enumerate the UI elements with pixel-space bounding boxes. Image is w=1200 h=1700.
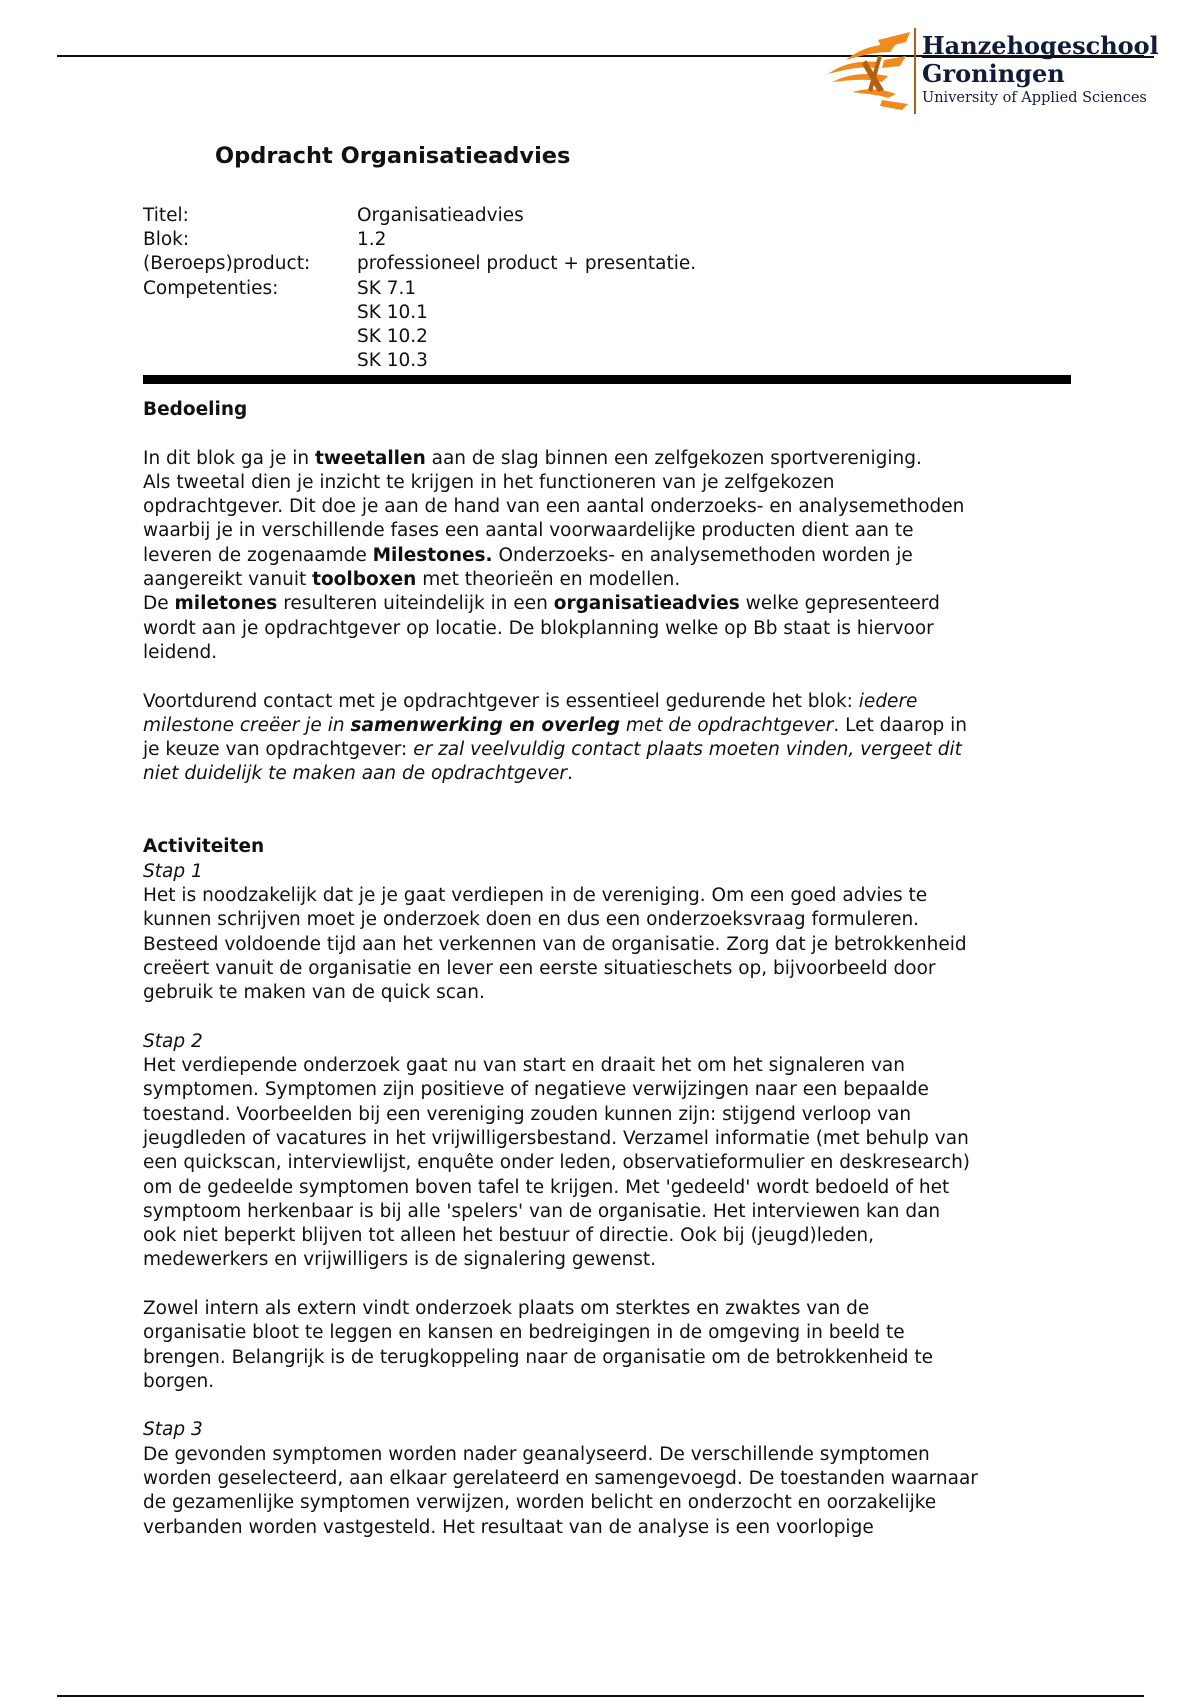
meta-row [143, 301, 696, 325]
meta-row [143, 325, 696, 349]
meta-key [143, 325, 357, 349]
logo-underline [922, 56, 1154, 58]
meta-value: Organisatieadvies [357, 205, 524, 226]
meta-row [143, 277, 696, 301]
paragraph-stap-1: Het is noodzakelijk dat je je gaat verdiepen in de vereniging. Om een goed advies te kunnen schrijven moet je onderzoek doen en dus een onderzoeksvraag formuleren. Besteed voldoende tijd aan het verkennen van de organisatie. Zorg dat je betrokkenheid creëert vanuit de organisatie en lever een eerste situatieschets op, bijvoorbeeld door gebruik te maken van de quick scan. [143, 884, 967, 1004]
paragraph-bedoeling-1: In dit blok ga je in tweetallen aan de slag binnen een zelfgekozen sportvereniging. Als tweetal dien je inzicht te krijgen in het functioneren van je zelfgekozen opdrachtgever. Dit doe je aan de hand van een aantal onderzoeks- en analysemethoden waarbij je in verschillende fases een aantal voorwaardelijke producten dient aan te leveren de zogenaamde Milestones. Onderzoeks- en analysemethoden worden je aangereikt vanuit toolboxen met theorieën en modellen. De miletones resulteren uiteindelijk in een organisatieadvies welke gepresenteerd wordt aan je opdrachtgever op locatie. De blokplanning welke op Bb staat is hiervoor leidend. [143, 447, 965, 663]
page-title: Opdracht Organisatieadvies [215, 143, 571, 169]
section-heading-bedoeling: Bedoeling [143, 399, 248, 420]
stap-label: Stap 1 [143, 860, 203, 882]
meta-row [143, 228, 696, 252]
logo-divider [914, 28, 916, 114]
section-divider [143, 375, 1071, 384]
document-body [143, 398, 1083, 1540]
meta-value: SK 10.3 [357, 350, 428, 372]
meta-row [143, 252, 696, 276]
meta-value: 1.2 [357, 229, 387, 251]
meta-row [143, 349, 696, 373]
stap-label: Stap 2 [143, 1030, 203, 1052]
meta-key: (Beroeps)product: [143, 253, 311, 275]
institution-logo [822, 28, 1159, 118]
logo-name-line1: Hanzehogeschool [922, 31, 1159, 60]
meta-value: SK 7.1 [357, 277, 417, 299]
meta-value: SK 10.1 [357, 301, 428, 323]
document-meta [143, 204, 696, 373]
paragraph-stap-2: Het verdiepende onderzoek gaat nu van start en draait het om het signaleren van symptomen. Symptomen zijn positieve of negatieve verwijzingen naar een bepaalde toestand. Voorbeelden bij een vereniging zouden kunnen zijn: stijgend verloop van jeugdleden of vacatures in het vrijwilligersbestand. Verzamel informatie (met behulp van een quickscan, interviewlijst, enquête onder leden, observatieformulier en deskresearch) om de gedeelde symptomen boven tafel te krijgen. Met 'gedeeld' wordt bedoeld of het symptoom herkenbaar is bij alle 'spelers' van de organisatie. Het interviewen kan dan ook niet beperkt blijven tot alleen het bestuur of directie. Ook bij (jeugd)leden, medewerkers en vrijwilligers is de signalering gewenst. [143, 1055, 971, 1271]
paragraph-bedoeling-2: Voortdurend contact met je opdrachtgever is essentieel gedurende het blok: iedere milestone creëer je in samenwerking en overleg met de opdrachtgever. Let daarop in je keuze van opdrachtgever: er zal veelvuldig contact plaats moeten vinden, vergeet dit niet duidelijk te maken aan de opdrachtgever. [143, 690, 968, 785]
logo-emblem-icon [822, 30, 912, 116]
stap-label: Stap 3 [143, 1419, 203, 1441]
logo-tagline: University of Applied Sciences [922, 90, 1147, 106]
meta-value: SK 10.2 [357, 326, 428, 348]
paragraph-stap-3: De gevonden symptomen worden nader geanalyseerd. De verschillende symptomen worden geselecteerd, aan elkaar gerelateerd en samengevoegd. De toestanden waarnaar de gezamenlijke symptomen verwijzen, worden belicht en onderzocht en oorzakelijke verbanden worden vastgesteld. Het resultaat van de analyse is een voorlopige [143, 1443, 978, 1538]
paragraph-stap-2b: Zowel intern als extern vindt onderzoek plaats om sterktes en zwaktes van de organisatie bloot te leggen en kansen en bedreigingen in de omgeving in beeld te brengen. Belangrijk is de terugkoppeling naar de organisatie om de betrokkenheid te borgen. [143, 1297, 933, 1392]
footer-rule [57, 1695, 1144, 1697]
section-heading-activiteiten: Activiteiten [143, 836, 265, 858]
meta-value: professioneel product + presentatie. [357, 253, 697, 275]
meta-key: Blok: [143, 229, 190, 251]
meta-key: Competenties: [143, 277, 279, 299]
meta-key [143, 349, 357, 373]
meta-key [143, 301, 357, 325]
meta-key: Titel: [143, 205, 189, 226]
logo-name-line2: Groningen [922, 59, 1065, 88]
meta-row [143, 204, 696, 228]
